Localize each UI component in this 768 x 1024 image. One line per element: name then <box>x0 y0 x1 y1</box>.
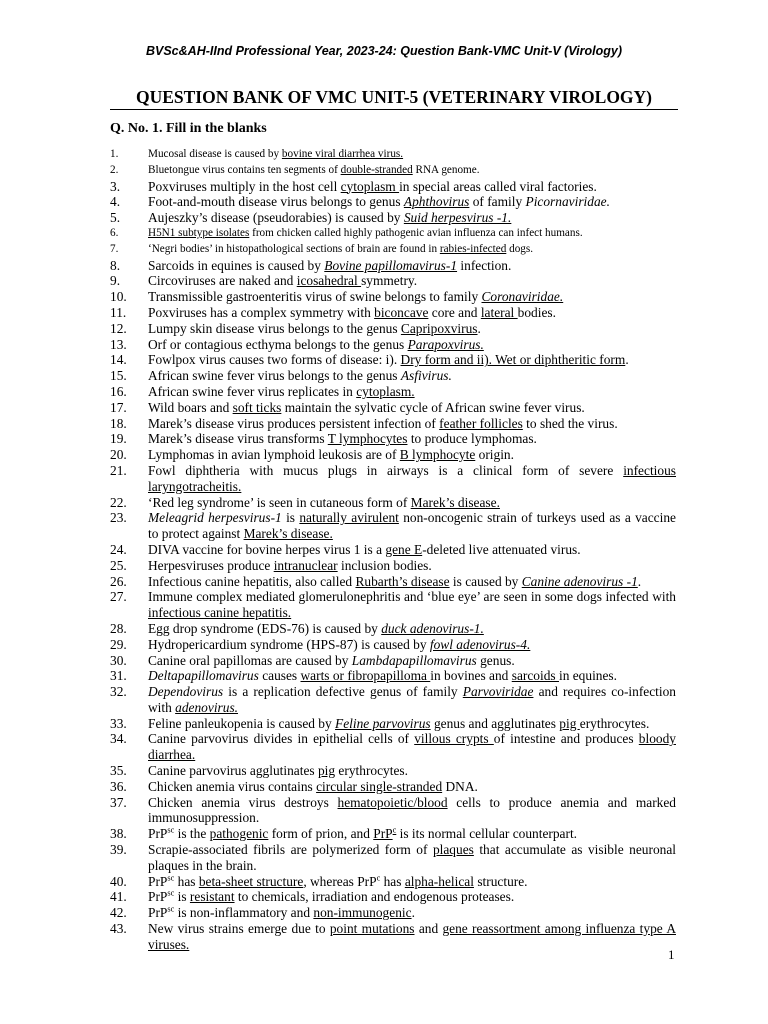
answer-blank: icosahedral <box>296 273 362 289</box>
question-text-segment: dogs. <box>506 242 534 255</box>
question-text-segment: that accumulate as visible neuronal plaques in the brain. <box>148 842 676 873</box>
question-text-segment: Orf or contagious ecthyma belongs to the genus <box>148 336 408 352</box>
question-text-segment: in special areas called viral factories. <box>399 178 597 194</box>
question-text <box>148 874 528 889</box>
question-text <box>148 621 484 636</box>
question-item <box>110 558 676 574</box>
question-text-segment: Immune complex mediated glomerulonephritis and ‘blue eye’ are seen in some dogs infected with <box>148 589 676 605</box>
question-text-segment: Hydropericardium syndrome (HPS-87) is caused by <box>148 636 430 652</box>
question-text <box>148 337 484 352</box>
question-text-segment: sc <box>167 825 175 835</box>
question-text-segment: Lymphomas in avian lymphoid leukosis are of <box>148 447 400 463</box>
answer-blank: adenovirus. <box>175 699 239 715</box>
question-text <box>148 164 480 176</box>
question-number: 41. <box>110 889 127 905</box>
page-number: 1 <box>668 947 675 962</box>
question-text-segment: Bluetongue virus contains ten segments of <box>148 163 341 176</box>
question-number: 30. <box>110 652 127 668</box>
question-text <box>148 779 478 794</box>
question-number: 16. <box>110 383 127 399</box>
question-text-segment: is a replication defective genus of family <box>223 684 463 700</box>
question-item <box>110 653 676 669</box>
question-text-segment: Picornaviridae. <box>525 194 610 210</box>
answer-blank: Suid herpesvirus -1. <box>403 210 512 226</box>
question-text-segment: Deltapapillomavirus <box>148 668 259 684</box>
question-item <box>110 384 676 400</box>
question-text <box>148 842 676 873</box>
question-number: 21. <box>110 462 127 478</box>
answer-blank: pathogenic <box>209 826 269 842</box>
question-text-segment: from chicken called highly pathogenic avian influenza can infect humans. <box>249 226 583 239</box>
question-text <box>148 431 537 446</box>
question-text-segment: sc <box>167 873 175 883</box>
answer-blank: alpha-helical <box>404 873 474 889</box>
answer-blank: Capripoxvirus <box>400 320 478 336</box>
question-text-segment: Sarcoids in equines is caused by <box>148 257 325 273</box>
answer-blank: villous crypts <box>414 731 494 747</box>
answer-blank: fowl adenovirus-4. <box>429 636 531 652</box>
question-number: 39. <box>110 842 127 858</box>
question-text <box>148 273 417 288</box>
question-item <box>110 431 676 447</box>
question-text-segment: RNA genome. <box>412 163 480 176</box>
answer-blank: biconcave <box>374 304 429 320</box>
question-text <box>148 668 617 683</box>
question-number: 29. <box>110 636 127 652</box>
question-text-segment: has <box>380 873 405 889</box>
answer-blank: hematopoietic/blood <box>337 794 448 810</box>
question-number: 6. <box>110 226 119 239</box>
question-text <box>148 889 514 904</box>
question-text-segment: New virus strains emerge due to <box>148 921 330 937</box>
question-number: 18. <box>110 415 127 431</box>
question-text-segment: is <box>174 889 190 905</box>
answer-blank: Aphthovirus <box>403 194 470 210</box>
answer-blank: Dry form and ii). Wet or diphtheritic form <box>400 352 626 368</box>
question-text-segment: Dependovirus <box>148 684 224 700</box>
question-text <box>148 384 415 399</box>
running-header: BVSc&AH-IInd Professional Year, 2023-24: Question Bank-VMC Unit-V (Virology) <box>145 44 623 58</box>
answer-blank: H5N1 subtype isolates <box>148 226 250 239</box>
question-text <box>148 179 597 194</box>
question-item <box>110 273 676 289</box>
question-text-segment: Fowlpox virus causes two forms of disease: i). <box>148 352 401 368</box>
question-text-segment: Egg drop syndrome (EDS-76) is caused by <box>148 620 382 636</box>
question-text-segment: structure. <box>473 873 528 889</box>
answer-blank: double-stranded <box>340 163 413 176</box>
answer-blank: non-immunogenic <box>313 905 412 921</box>
question-item <box>110 889 676 905</box>
question-text-segment: African swine fever virus replicates in <box>148 383 357 399</box>
question-item <box>110 321 676 337</box>
question-item <box>110 731 676 763</box>
question-text-segment: PrP <box>148 889 168 905</box>
question-text <box>148 463 676 494</box>
question-text-segment: Poxviruses multiply in the host cell <box>148 178 341 194</box>
question-item <box>110 542 676 558</box>
answer-blank: B lymphocyte <box>399 447 476 463</box>
answer-blank: warts or fibropapilloma <box>300 668 431 684</box>
question-item <box>110 510 676 542</box>
question-text-segment: cells to produce anemia and marked immunosuppression. <box>148 794 676 826</box>
question-text-segment: is <box>281 510 300 526</box>
question-list <box>110 147 676 953</box>
question-item <box>110 337 676 353</box>
question-text-segment: maintain the sylvatic cycle of African swine fever virus. <box>281 399 585 415</box>
question-text <box>148 289 563 304</box>
question-item <box>110 874 676 890</box>
question-number: 10. <box>110 289 127 305</box>
question-text-segment: Mucosal disease is caused by <box>148 148 282 160</box>
question-text-segment: to shed the virus. <box>522 415 618 431</box>
answer-blank: pig <box>559 715 580 731</box>
answer-blank: Parvoviridae <box>462 684 534 700</box>
question-text-segment: and requires co-infection with <box>148 684 677 715</box>
question-number: 9. <box>110 273 121 289</box>
question-number: 31. <box>110 668 127 684</box>
question-text-segment: causes <box>258 668 301 684</box>
question-number: 37. <box>110 794 127 810</box>
question-number: 38. <box>110 826 127 842</box>
question-text <box>148 921 676 952</box>
answer-blank: Parapoxvirus. <box>407 336 484 352</box>
question-number: 23. <box>110 510 127 526</box>
question-item <box>110 226 676 242</box>
question-item <box>110 400 676 416</box>
question-text <box>148 826 577 841</box>
question-number: 17. <box>110 399 127 415</box>
question-text-segment: Lambdapapillomavirus <box>351 652 477 668</box>
answer-blank: point mutations <box>329 921 415 937</box>
question-text <box>148 368 452 383</box>
question-text <box>148 194 610 209</box>
question-text-segment: genus. <box>476 652 515 668</box>
question-item <box>110 289 676 305</box>
answer-blank: feather follicles <box>439 415 523 431</box>
question-number: 22. <box>110 494 127 510</box>
question-text <box>148 731 676 762</box>
question-text-segment: Canine parvovirus divides in epithelial cells of <box>148 731 415 747</box>
question-text <box>148 795 676 826</box>
question-text <box>148 495 500 510</box>
document-title: QUESTION BANK OF VMC UNIT-5 (VETERINARY VIROLOGY) <box>135 87 653 107</box>
question-number: 42. <box>110 905 127 921</box>
question-number: 1. <box>110 148 119 160</box>
question-text-segment: ‘Negri bodies’ in histopathological sections of brain are found in <box>148 242 440 255</box>
question-text-segment: is caused by <box>449 573 522 589</box>
question-number: 43. <box>110 921 127 937</box>
question-text-segment: PrP <box>148 873 168 889</box>
answer-blank: Marek’s disease. <box>410 494 500 510</box>
question-number: 15. <box>110 368 127 384</box>
title-underline-rule <box>110 109 678 110</box>
question-item <box>110 921 676 953</box>
question-text <box>148 905 415 920</box>
answer-blank: plaques <box>432 842 474 858</box>
question-text <box>148 400 585 415</box>
question-text-segment: Poxviruses has a complex symmetry with <box>148 304 375 320</box>
answer-blank: rabies-infected <box>439 242 507 255</box>
question-number: 13. <box>110 336 127 352</box>
question-number: 4. <box>110 194 121 210</box>
question-text-segment: Asfivirus. <box>400 368 452 384</box>
question-number: 19. <box>110 431 127 447</box>
question-text-segment: is its normal cellular counterpart. <box>396 826 578 842</box>
question-number: 8. <box>110 257 121 273</box>
question-text-segment: symmetry. <box>361 273 418 289</box>
answer-blank: bovine viral diarrhea virus. <box>281 148 404 160</box>
question-text <box>148 589 676 620</box>
question-item <box>110 684 676 716</box>
answer-blank: resistant <box>189 889 235 905</box>
question-item <box>110 495 676 511</box>
question-text <box>148 305 556 320</box>
question-text-segment: form of prion, and <box>268 826 374 842</box>
question-text-segment: sc <box>167 888 175 898</box>
question-text-segment: in bovines and <box>430 668 512 684</box>
answer-blank: Coronaviridae. <box>481 289 564 305</box>
question-text-segment: Circoviruses are naked and <box>148 273 297 289</box>
question-text-segment: . <box>477 320 481 336</box>
question-text-segment: Canine parvovirus agglutinates <box>148 763 318 779</box>
question-text-segment: Aujeszky’s disease (pseudorabies) is caused by <box>148 210 404 226</box>
question-text <box>148 684 676 715</box>
answer-blank: cytoplasm. <box>356 383 415 399</box>
question-text-segment: Infectious canine hepatitis, also called <box>148 573 356 589</box>
question-item <box>110 905 676 921</box>
question-text-segment: infection. <box>457 257 512 273</box>
answer-blank: lateral <box>480 304 518 320</box>
question-text-segment: Marek’s disease virus transforms <box>148 431 328 447</box>
question-text-segment: Herpesviruses produce <box>148 557 274 573</box>
question-text-segment: erythrocytes. <box>335 763 408 779</box>
question-item <box>110 463 676 495</box>
answer-blank: gene E <box>385 541 423 557</box>
answer-blank: Marek’s disease. <box>243 526 333 542</box>
question-number: 27. <box>110 589 127 605</box>
question-text <box>148 510 676 541</box>
question-item <box>110 637 676 653</box>
question-text <box>148 637 530 652</box>
question-item <box>110 763 676 779</box>
question-text-segment: inclusion bodies. <box>337 557 432 573</box>
question-item <box>110 242 676 258</box>
question-text-segment: has <box>174 873 199 889</box>
question-item <box>110 795 676 827</box>
question-text-segment: Foot-and-mouth disease virus belongs to genus <box>148 194 404 210</box>
answer-blank: gene reassortment among influenza type A viruses. <box>148 921 676 952</box>
question-number: 11. <box>110 304 127 320</box>
question-text-segment: is the <box>174 826 210 842</box>
question-text-segment: Wild boars and <box>148 399 233 415</box>
question-item <box>110 826 676 842</box>
section-heading: Q. No. 1. Fill in the blanks <box>110 121 267 136</box>
question-item <box>110 716 676 732</box>
question-text <box>148 542 581 557</box>
question-number: 2. <box>110 163 119 176</box>
question-item <box>110 589 676 621</box>
question-item <box>110 352 676 368</box>
question-item <box>110 194 676 210</box>
question-text-segment: African swine fever virus belongs to the genus <box>148 368 401 384</box>
question-text-segment: PrP <box>148 905 168 921</box>
question-text-segment: origin. <box>475 447 514 463</box>
question-item <box>110 163 676 179</box>
question-text <box>148 148 403 160</box>
question-number: 36. <box>110 778 127 794</box>
question-text-segment: core and <box>428 304 481 320</box>
question-text-segment: sc <box>167 904 175 914</box>
answer-blank: pig <box>317 763 336 779</box>
answer-blank: soft ticks <box>232 399 282 415</box>
question-number: 40. <box>110 873 127 889</box>
question-text-segment: . <box>637 573 642 589</box>
answer-blank: duck adenovirus-1. <box>381 620 484 636</box>
question-text-segment: of intestine and produces <box>493 731 639 747</box>
question-number: 24. <box>110 541 127 557</box>
answer-blank: c <box>392 825 397 835</box>
question-text-segment: Fowl diphtheria with mucus plugs in airways is a clinical form of severe <box>148 462 624 478</box>
question-item <box>110 621 676 637</box>
question-text <box>148 574 641 589</box>
question-number: 20. <box>110 447 127 463</box>
question-text-segment: is non-inflammatory and <box>174 905 314 921</box>
question-number: 3. <box>110 178 121 194</box>
question-text-segment: Scrapie-associated fibrils are polymerized form of <box>148 842 433 858</box>
question-item <box>110 179 676 195</box>
answer-blank: circular single-stranded <box>316 778 443 794</box>
question-item <box>110 416 676 432</box>
answer-blank: Canine adenovirus -1 <box>521 573 638 589</box>
question-item <box>110 574 676 590</box>
question-item <box>110 779 676 795</box>
question-text-segment: Lumpy skin disease virus belongs to the genus <box>148 320 401 336</box>
question-text-segment: -deleted live attenuated virus. <box>422 541 581 557</box>
question-text-segment: and <box>414 921 443 937</box>
question-number: 14. <box>110 352 127 368</box>
question-text <box>148 258 511 273</box>
question-text <box>148 447 514 462</box>
question-text-segment: , whereas PrP <box>303 873 377 889</box>
question-item <box>110 210 676 226</box>
answer-blank: bloody diarrhea. <box>148 731 676 763</box>
question-item <box>110 368 676 384</box>
answer-blank: cytoplasm <box>340 178 400 194</box>
question-item <box>110 447 676 463</box>
question-item <box>110 147 676 163</box>
answer-blank: beta-sheet structure <box>198 873 304 889</box>
question-text-segment: to chemicals, irradiation and endogenous proteases. <box>234 889 515 905</box>
answer-blank: naturally avirulent <box>299 510 399 526</box>
answer-blank: Bovine papillomavirus-1 <box>324 257 458 273</box>
question-text-segment: Meleagrid herpesvirus-1 <box>148 510 282 526</box>
question-text <box>148 653 515 668</box>
question-item <box>110 668 676 684</box>
question-text <box>148 210 511 225</box>
question-text <box>148 716 649 731</box>
answer-blank: PrP <box>373 826 393 842</box>
question-number: 34. <box>110 731 127 747</box>
question-text <box>148 763 408 778</box>
question-text-segment: to produce lymphomas. <box>407 431 537 447</box>
question-text-segment: in equines. <box>558 668 617 684</box>
question-text-segment: . <box>411 905 415 921</box>
question-text-segment: DNA. <box>442 778 478 794</box>
question-number: 12. <box>110 320 127 336</box>
question-number: 28. <box>110 620 127 636</box>
question-text-segment: Canine oral papillomas are caused by <box>148 652 352 668</box>
answer-blank: intranuclear <box>273 557 338 573</box>
question-item <box>110 258 676 274</box>
question-text-segment: Chicken anemia virus contains <box>148 778 317 794</box>
answer-blank: T lymphocytes <box>327 431 408 447</box>
question-text <box>148 243 533 255</box>
question-text-segment: Marek’s disease virus produces persistent infection of <box>148 415 440 431</box>
question-text-segment: ‘Red leg syndrome’ is seen in cutaneous form of <box>148 494 411 510</box>
question-text-segment: DIVA vaccine for bovine herpes virus 1 is a <box>148 541 386 557</box>
question-text-segment: genus and agglutinates <box>430 715 560 731</box>
question-text <box>148 352 629 367</box>
question-text-segment: bodies. <box>517 304 556 320</box>
answer-blank: Feline parvovirus <box>335 715 431 731</box>
question-item <box>110 305 676 321</box>
answer-blank: sarcoids <box>511 668 559 684</box>
question-number: 26. <box>110 573 127 589</box>
question-number: 35. <box>110 763 127 779</box>
question-text-segment: of family <box>469 194 526 210</box>
question-number: 32. <box>110 684 127 700</box>
question-text-segment: Chicken anemia virus destroys <box>148 794 338 810</box>
question-text <box>148 416 618 431</box>
question-text <box>148 321 481 336</box>
answer-blank: infectious laryngotracheitis. <box>148 462 676 494</box>
answer-blank: infectious canine hepatitis. <box>148 605 292 621</box>
question-text-segment: Feline panleukopenia is caused by <box>148 715 336 731</box>
answer-blank: Rubarth’s disease <box>355 573 450 589</box>
question-text <box>148 227 583 239</box>
question-text-segment: . <box>625 352 629 368</box>
question-number: 33. <box>110 715 127 731</box>
question-number: 25. <box>110 557 127 573</box>
question-text-segment: PrP <box>148 826 168 842</box>
question-text-segment: Transmissible gastroenteritis virus of swine belongs to family <box>148 289 482 305</box>
question-text <box>148 558 432 573</box>
question-text-segment: c <box>376 873 381 883</box>
question-text-segment: erythrocytes. <box>579 715 650 731</box>
question-item <box>110 842 676 874</box>
question-text-segment: non-oncogenic strain of turkeys used as a vaccine to protect against <box>148 510 676 542</box>
question-number: 7. <box>110 242 119 255</box>
question-number: 5. <box>110 210 121 226</box>
